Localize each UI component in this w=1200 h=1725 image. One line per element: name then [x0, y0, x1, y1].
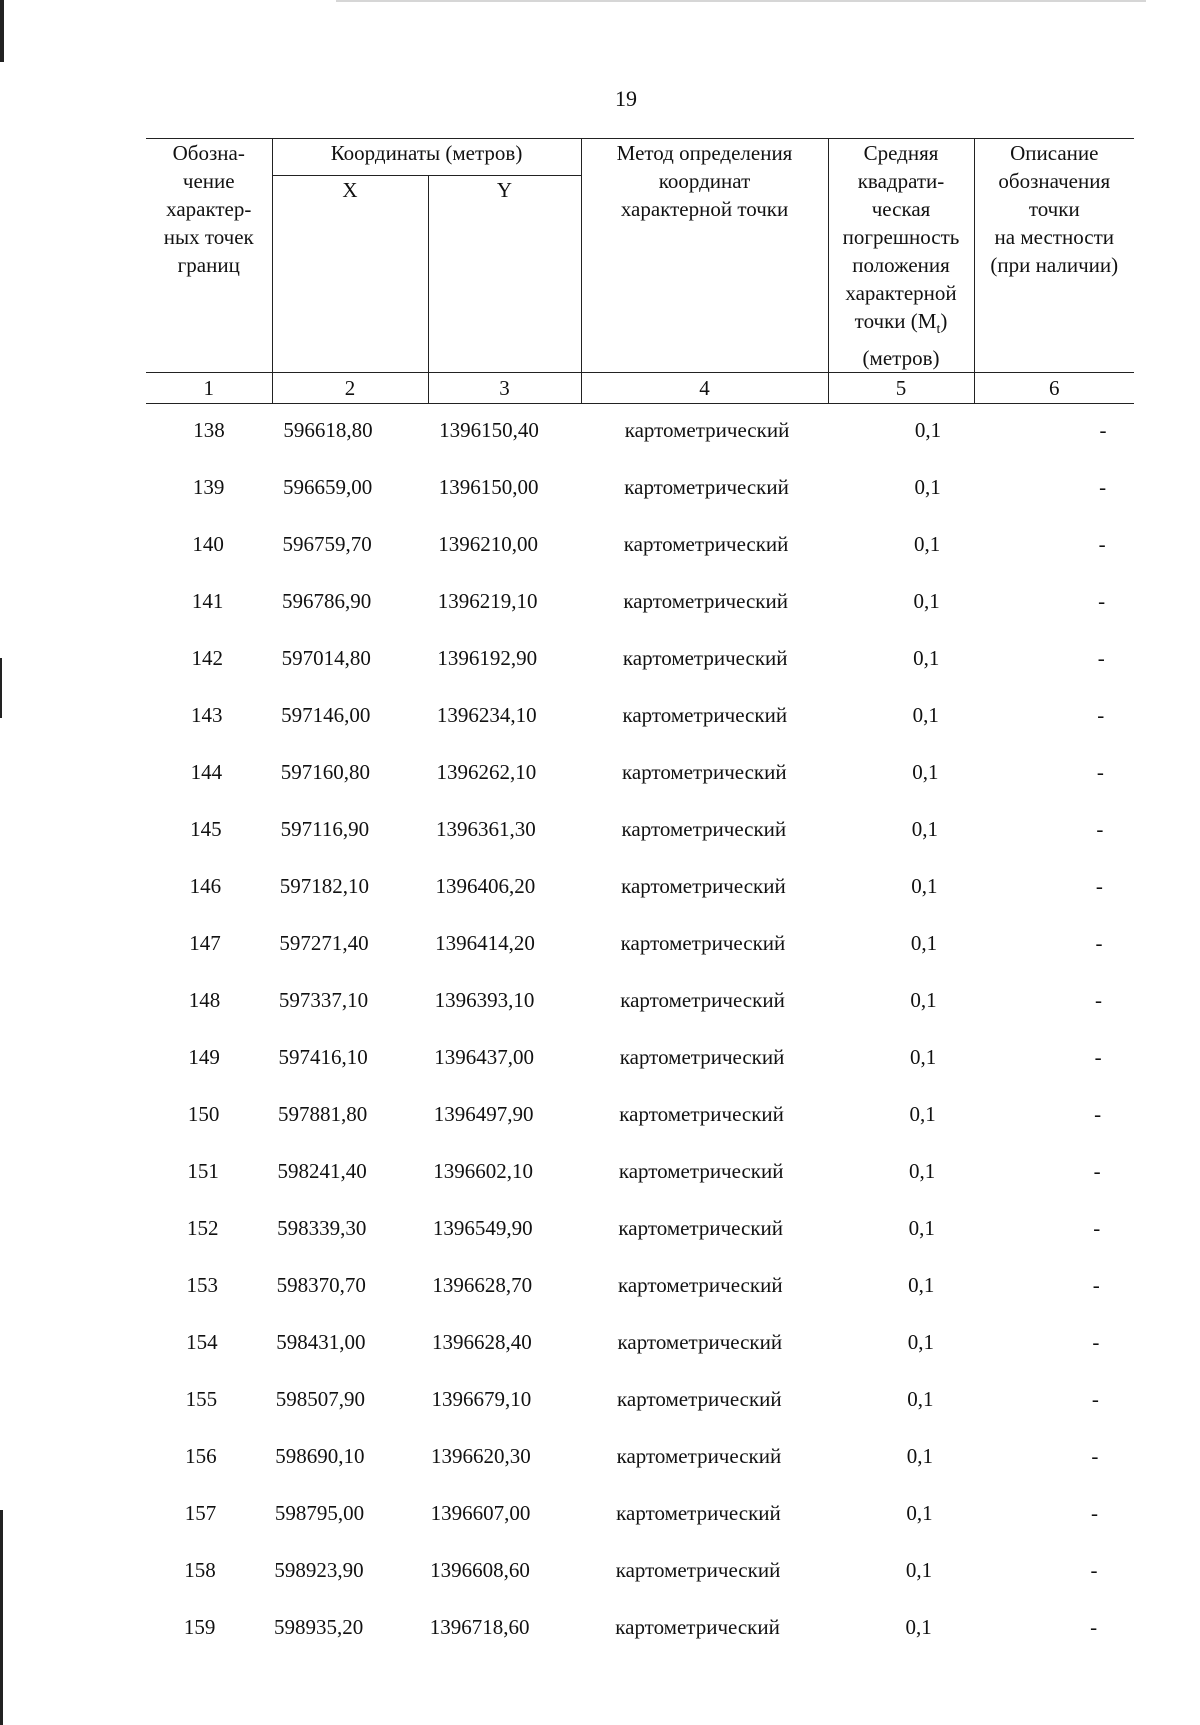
cell-error: 0,1 — [909, 1045, 937, 1070]
cell-description: - — [1090, 1558, 1098, 1583]
cell-point-id: 158 — [184, 1558, 216, 1583]
cell-x-coordinate: 596618,80 — [283, 418, 373, 443]
header-method: Метод определения координат характерной точки — [581, 139, 828, 373]
cell-error: 0,1 — [911, 874, 938, 899]
cell-point-id: 143 — [191, 703, 223, 728]
cell-x-coordinate: 598935,20 — [273, 1615, 364, 1640]
cell-y-coordinate: 1396607,00 — [430, 1501, 531, 1526]
cell-y-coordinate: 1396549,90 — [432, 1216, 533, 1241]
cell-point-id: 142 — [191, 646, 223, 671]
cell-point-id: 149 — [188, 1045, 220, 1070]
cell-x-coordinate: 597337,10 — [278, 988, 369, 1013]
table-row — [137, 1601, 1125, 1658]
cell-description: - — [1091, 1444, 1099, 1469]
cell-error: 0,1 — [910, 931, 938, 956]
cell-method: картометрический — [623, 589, 788, 614]
cell-point-id: 139 — [192, 475, 225, 500]
cell-point-id: 141 — [191, 589, 224, 614]
cell-error: 0,1 — [907, 1387, 934, 1412]
cell-error: 0,1 — [906, 1444, 934, 1469]
cell-x-coordinate: 598923,90 — [274, 1558, 364, 1583]
cell-x-coordinate: 597116,90 — [280, 817, 370, 842]
cell-x-coordinate: 598507,90 — [275, 1387, 365, 1412]
cell-method: картометрический — [617, 1273, 783, 1298]
cell-error: 0,1 — [912, 703, 939, 728]
cell-method: картометрический — [620, 931, 786, 956]
cell-description: - — [1095, 988, 1102, 1013]
table-row — [145, 575, 1133, 632]
cell-description: - — [1093, 1216, 1101, 1241]
scan-mark-left-bottom — [0, 1510, 3, 1725]
table-row — [139, 1259, 1127, 1316]
cell-description: - — [1090, 1501, 1098, 1526]
cell-x-coordinate: 596759,70 — [282, 532, 372, 557]
cell-point-id: 156 — [185, 1444, 217, 1469]
cell-method: картометрический — [621, 817, 787, 842]
cell-x-coordinate: 597881,80 — [277, 1102, 368, 1127]
cell-method: картометрический — [617, 1387, 782, 1412]
cell-description: - — [1092, 1273, 1100, 1298]
cell-description: - — [1094, 1102, 1102, 1127]
cell-x-coordinate: 598795,00 — [274, 1501, 365, 1526]
table-row — [142, 917, 1130, 974]
cell-description: - — [1098, 532, 1106, 557]
cell-error: 0,1 — [907, 1330, 934, 1355]
cell-y-coordinate: 1396150,00 — [438, 475, 539, 500]
cell-description: - — [1095, 874, 1103, 899]
cell-y-coordinate: 1396679,10 — [431, 1387, 532, 1412]
cell-description: - — [1093, 1159, 1101, 1184]
cell-y-coordinate: 1396210,00 — [438, 532, 538, 557]
cell-method: картометрический — [618, 1216, 784, 1241]
table-row — [142, 974, 1130, 1031]
cell-error: 0,1 — [905, 1615, 932, 1640]
cell-method: картометрический — [624, 418, 790, 443]
cell-description: - — [1090, 1615, 1098, 1640]
cell-x-coordinate: 598690,10 — [275, 1444, 365, 1469]
cell-point-id: 147 — [189, 931, 221, 956]
cell-error: 0,1 — [912, 760, 939, 785]
cell-y-coordinate: 1396628,40 — [431, 1330, 532, 1355]
cell-y-coordinate: 1396602,10 — [433, 1159, 534, 1184]
table-row — [144, 689, 1132, 746]
cell-description: - — [1094, 1045, 1102, 1070]
cell-y-coordinate: 1396414,20 — [435, 931, 535, 956]
cell-y-coordinate: 1396718,60 — [429, 1615, 530, 1640]
cell-x-coordinate: 597160,80 — [280, 760, 370, 785]
cell-point-id: 144 — [190, 760, 223, 785]
cell-y-coordinate: 1396262,10 — [436, 760, 537, 785]
cell-method: картометрический — [619, 1102, 784, 1127]
header-coordinates: Координаты (метров) — [272, 139, 581, 176]
cell-y-coordinate: 1396150,40 — [439, 418, 539, 443]
cell-description: - — [1092, 1330, 1100, 1355]
cell-x-coordinate: 598339,30 — [277, 1216, 367, 1241]
cell-point-id: 155 — [185, 1387, 218, 1412]
cell-x-coordinate: 597182,10 — [279, 874, 370, 899]
cell-x-coordinate: 597271,40 — [279, 931, 369, 956]
cell-point-id: 145 — [190, 817, 222, 842]
cell-point-id: 159 — [183, 1615, 216, 1640]
cell-method: картометрический — [616, 1444, 782, 1469]
cell-error: 0,1 — [906, 1501, 933, 1526]
cell-description: - — [1098, 589, 1106, 614]
cell-x-coordinate: 597014,80 — [281, 646, 371, 671]
cell-method: картометрический — [618, 1159, 784, 1184]
cell-method: картометрический — [620, 988, 785, 1013]
table-row — [138, 1373, 1126, 1430]
table-row — [137, 1544, 1125, 1601]
cell-y-coordinate: 1396234,10 — [436, 703, 537, 728]
cell-x-coordinate: 598431,00 — [276, 1330, 366, 1355]
page-number: 19 — [615, 86, 637, 111]
cell-description: - — [1091, 1387, 1099, 1412]
cell-error: 0,1 — [914, 475, 941, 500]
scan-mark-left-middle — [0, 658, 2, 718]
cell-point-id: 153 — [186, 1273, 218, 1298]
cell-method: картометрический — [622, 646, 788, 671]
table-row — [143, 746, 1131, 803]
table-row — [146, 461, 1134, 518]
cell-method: картометрический — [615, 1615, 780, 1640]
table-row — [143, 803, 1131, 860]
cell-y-coordinate: 1396608,60 — [430, 1558, 530, 1583]
cell-method: картометрический — [616, 1501, 781, 1526]
cell-x-coordinate: 598370,70 — [276, 1273, 366, 1298]
table-row — [144, 632, 1132, 689]
header-mean-square-error: Средняя квадрати- ческая погрешность положения характерной точки $(M_t)$ (метров) — [828, 139, 974, 373]
cell-error: 0,1 — [908, 1273, 935, 1298]
table-body — [146, 404, 1134, 1658]
cell-point-id: 146 — [189, 874, 222, 899]
cell-x-coordinate: 597146,00 — [281, 703, 371, 728]
cell-description: - — [1097, 646, 1105, 671]
cell-x-coordinate: 597416,10 — [278, 1045, 368, 1070]
cell-x-coordinate: 598241,40 — [277, 1159, 367, 1184]
cell-error: 0,1 — [913, 589, 940, 614]
cell-point-id: 152 — [186, 1216, 219, 1241]
cell-method: картометрический — [617, 1330, 783, 1355]
header-point-designation: Обозна- чение характер- ных точек границ — [146, 139, 272, 373]
table-row — [137, 1487, 1125, 1544]
cell-y-coordinate: 1396620,30 — [431, 1444, 531, 1469]
cell-point-id: 151 — [187, 1159, 219, 1184]
cell-method: картометрический — [623, 532, 789, 557]
cell-error: 0,1 — [909, 1159, 936, 1184]
table-row — [141, 1031, 1129, 1088]
cell-method: картометрический — [624, 475, 789, 500]
cell-point-id: 157 — [184, 1501, 217, 1526]
header-x: X — [272, 176, 428, 373]
cell-point-id: 154 — [186, 1330, 218, 1355]
cell-method: картометрический — [622, 760, 787, 785]
cell-y-coordinate: 1396361,30 — [435, 817, 536, 842]
cell-description: - — [1096, 817, 1104, 842]
cell-point-id: 138 — [193, 418, 225, 443]
scan-edge-line — [336, 0, 1146, 2]
table-row — [140, 1145, 1128, 1202]
table-row — [139, 1316, 1127, 1373]
cell-y-coordinate: 1396497,90 — [433, 1102, 534, 1127]
cell-error: 0,1 — [911, 817, 938, 842]
cell-method: картометрический — [619, 1045, 785, 1070]
cell-point-id: 150 — [187, 1102, 220, 1127]
cell-y-coordinate: 1396437,00 — [434, 1045, 534, 1070]
table-row — [140, 1202, 1128, 1259]
cell-y-coordinate: 1396628,70 — [432, 1273, 533, 1298]
scan-mark-left-top — [0, 0, 4, 62]
cell-error: 0,1 — [905, 1558, 933, 1583]
table-row — [141, 1088, 1129, 1145]
cell-description: - — [1096, 760, 1104, 785]
table-row — [146, 404, 1134, 461]
table-row — [138, 1430, 1126, 1487]
cell-error: 0,1 — [908, 1216, 935, 1241]
cell-description: - — [1099, 418, 1107, 443]
coordinates-table — [146, 138, 1134, 1658]
cell-error: 0,1 — [910, 988, 937, 1013]
cell-y-coordinate: 1396219,10 — [437, 589, 538, 614]
cell-point-id: 140 — [192, 532, 224, 557]
cell-description: - — [1097, 703, 1105, 728]
cell-error: 0,1 — [909, 1102, 936, 1127]
cell-y-coordinate: 1396192,90 — [437, 646, 538, 671]
cell-y-coordinate: 1396406,20 — [435, 874, 536, 899]
cell-description: - — [1095, 931, 1103, 956]
cell-x-coordinate: 596786,90 — [282, 589, 372, 614]
cell-error: 0,1 — [913, 646, 940, 671]
header-y: Y — [428, 176, 581, 373]
column-number-row: 1 2 3 4 5 6 — [146, 373, 1134, 404]
cell-method: картометрический — [621, 874, 786, 899]
cell-point-id: 148 — [188, 988, 221, 1013]
cell-method: картометрический — [615, 1558, 781, 1583]
table-header — [146, 138, 1134, 404]
cell-x-coordinate: 596659,00 — [282, 475, 373, 500]
table-row — [145, 518, 1133, 575]
cell-description: - — [1099, 475, 1107, 500]
header-description: Описание обозначения точки на местности (при наличии) — [974, 139, 1134, 373]
cell-y-coordinate: 1396393,10 — [434, 988, 535, 1013]
cell-method: картометрический — [622, 703, 788, 728]
table-row — [142, 860, 1130, 917]
cell-error: 0,1 — [913, 532, 941, 557]
cell-error: 0,1 — [914, 418, 942, 443]
